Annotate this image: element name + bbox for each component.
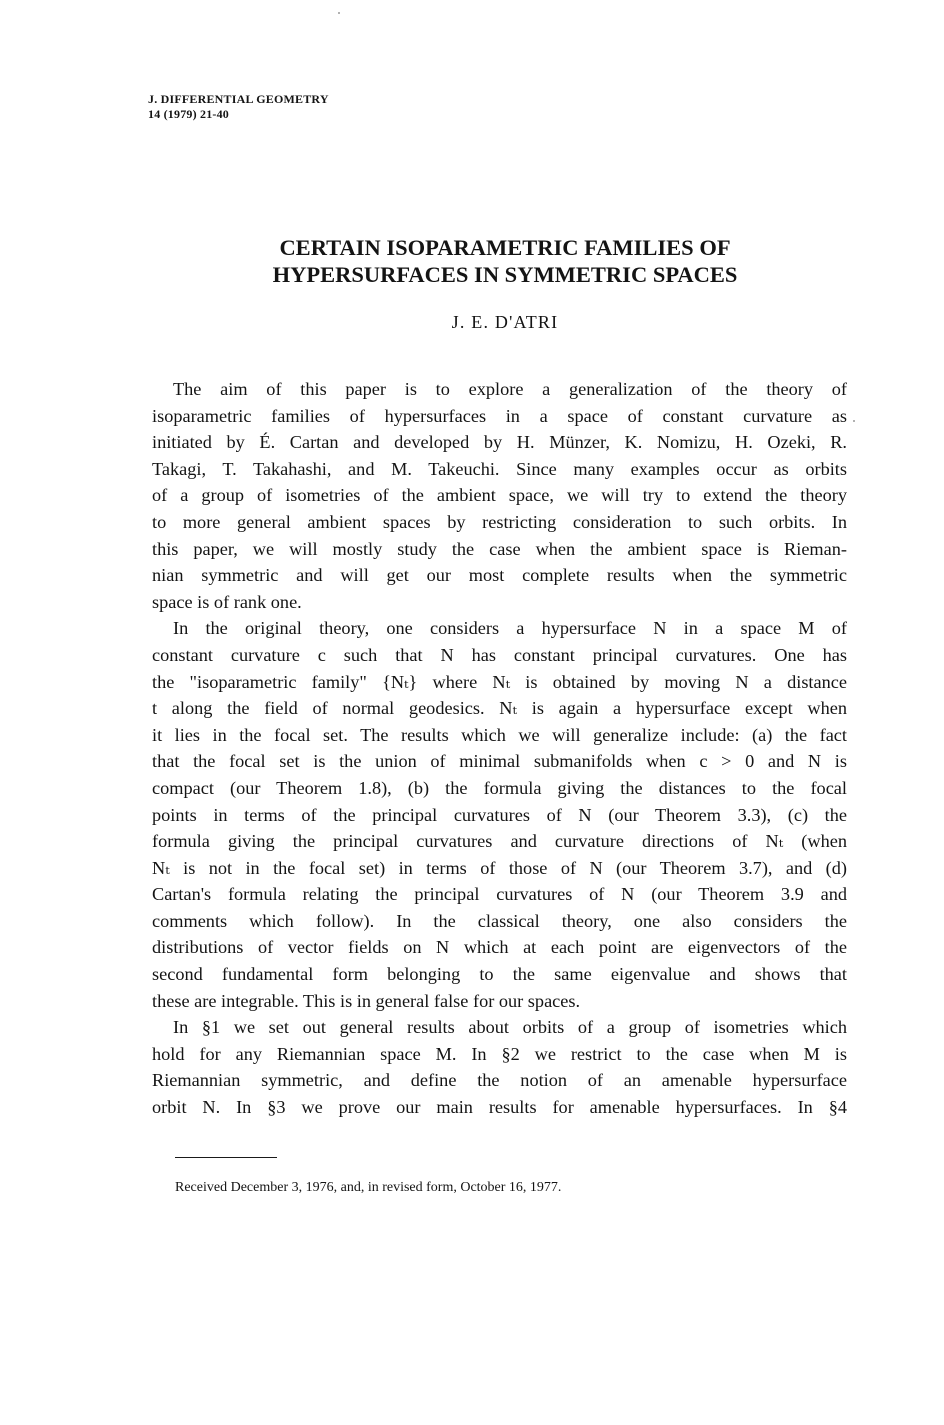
text-line: initiated by É. Cartan and developed by H. Münzer, K. Nomizu, H. Ozeki, R. — [152, 432, 847, 453]
footnote-rule — [175, 1157, 277, 1158]
journal-volume: 14 (1979) 21-40 — [148, 107, 229, 121]
title-line-1: CERTAIN ISOPARAMETRIC FAMILIES OF — [279, 235, 731, 260]
text-line: distributions of vector fields on N which at each point are eigenvectors of the — [152, 937, 847, 958]
text-line: Cartan's formula relating the principal curvatures of N (our Theorem 3.9 and — [152, 884, 847, 905]
text-line: the "isoparametric family" {Nₜ} where Nₜ is obtained by moving N a distance — [152, 671, 847, 692]
text-line: Takagi, T. Takahashi, and M. Takeuchi. Since many examples occur as orbits — [152, 458, 847, 479]
paragraph — [152, 615, 847, 1014]
author-name: J. E. D'ATRI — [451, 312, 559, 332]
text-line: The aim of this paper is to explore a generalization of the theory of — [173, 379, 847, 399]
text-line: Riemannian symmetric, and define the notion of an amenable hypersurface — [152, 1070, 847, 1091]
footnote-received: Received December 3, 1976, and, in revised form, October 16, 1977. — [175, 1180, 562, 1195]
text-line: second fundamental form belonging to the same eigenvalue and shows that — [152, 964, 847, 985]
text-line: comments which follow). In the classical theory, one also considers the — [152, 910, 847, 931]
journal-header — [148, 92, 329, 122]
journal-name: J. DIFFERENTIAL GEOMETRY — [148, 92, 329, 106]
scan-speck — [853, 420, 855, 422]
paragraph — [152, 1014, 847, 1120]
title-line-2: HYPERSURFACES IN SYMMETRIC SPACES — [272, 262, 738, 287]
paragraph — [152, 376, 847, 615]
text-line: t along the field of normal geodesics. Nₜ is again a hypersurface except when — [152, 698, 847, 719]
text-line: these are integrable. This is in general false for our spaces. — [152, 990, 581, 1011]
paper-title — [150, 234, 860, 288]
body-text — [152, 376, 847, 1121]
text-line: of a group of isometries of the ambient space, we will try to extend the theory — [152, 485, 847, 506]
text-line: formula giving the principal curvatures and curvature directions of Nₜ (when — [152, 831, 847, 852]
text-line: Nₜ is not in the focal set) in terms of those of N (our Theorem 3.7), and (d) — [152, 857, 847, 878]
text-line: orbit N. In §3 we prove our main results for amenable hypersurfaces. In §4 — [152, 1097, 847, 1118]
text-line: hold for any Riemannian space M. In §2 we restrict to the case when M is — [152, 1043, 847, 1064]
text-line: space is of rank one. — [152, 591, 302, 612]
text-line: In the original theory, one considers a hypersurface N in a space M of — [173, 618, 847, 639]
text-line: In §1 we set out general results about orbits of a group of isometries which — [173, 1017, 847, 1038]
text-line: it lies in the focal set. The results which we will generalize include: (a) the fact — [152, 724, 847, 745]
text-line: points in terms of the principal curvatures of N (our Theorem 3.3), (c) the — [152, 804, 847, 825]
text-line: this paper, we will mostly study the case when the ambient space is Rieman- — [152, 538, 847, 559]
text-line: that the focal set is the union of minimal submanifolds when c > 0 and N is — [152, 751, 847, 772]
text-line: nian symmetric and will get our most complete results when the symmetric — [152, 565, 847, 586]
text-line: isoparametric families of hypersurfaces in a space of constant curvature as — [152, 405, 847, 426]
text-line: compact (our Theorem 1.8), (b) the formula giving the distances to the focal — [152, 777, 847, 798]
text-line: to more general ambient spaces by restricting consideration to such orbits. In — [152, 511, 847, 532]
text-line: constant curvature c such that N has constant principal curvatures. One has — [152, 644, 847, 665]
scan-speck — [338, 12, 340, 14]
